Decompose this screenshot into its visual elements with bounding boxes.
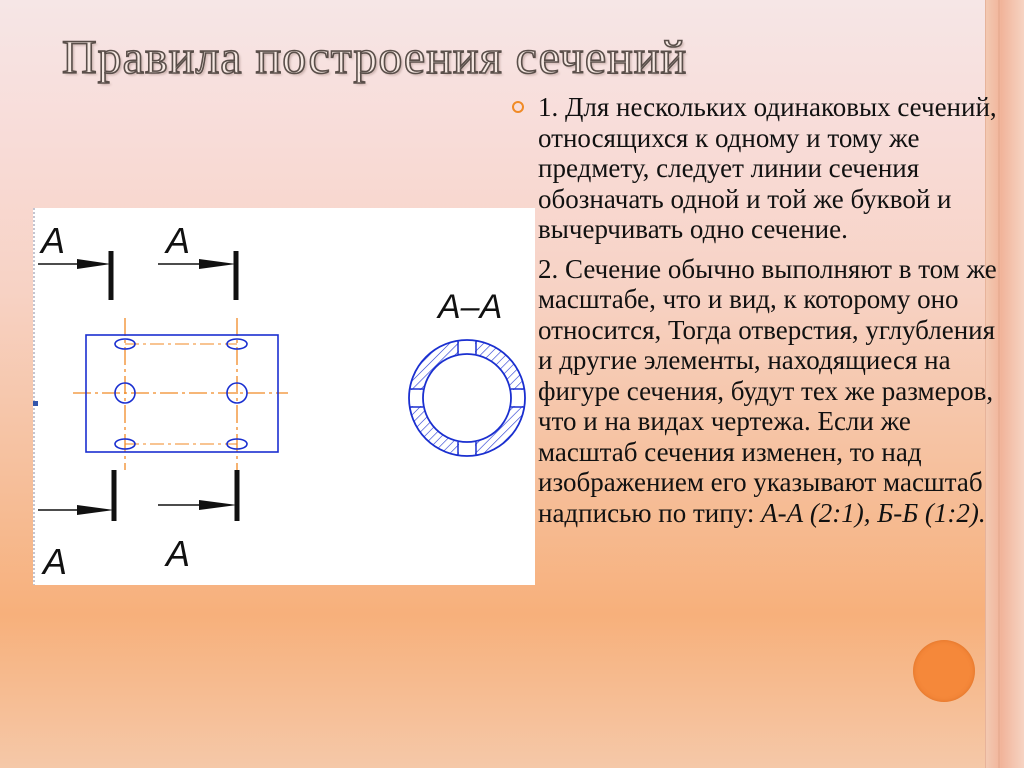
arrow-head-bl <box>77 505 114 515</box>
rule-paragraph-1: 1. Для нескольких одинаковых сечений, относящихся к одному и тому же предмету, следует линии сечения обозначать одной и той же буквой и вычерчивать одно сечение. <box>538 92 997 244</box>
bullet-ring-icon <box>512 101 524 113</box>
section-drawing <box>33 208 535 585</box>
slide-text-body <box>512 92 1002 528</box>
section-label: A–A <box>438 288 503 326</box>
bullet-item <box>512 92 1002 245</box>
decorative-orange-circle <box>913 640 975 702</box>
drawing-svg <box>33 208 535 585</box>
rule-paragraph-2-text: 2. Сечение обычно выполняют в том же масштабе, что и вид, к которому оно относится, Тогда отверстия, углубления и другие элементы, находящиеся на фигуре сечения, будут тех же размеров, что и на видах чертежа. Если же масштаб сечения изменен, то над изображением его указывают масштаб надписью по типу: <box>538 253 997 528</box>
arrow-head-tl <box>77 259 111 269</box>
scale-example-text: А-А (2:1), Б-Б (1:2). <box>761 497 986 528</box>
arrow-head-br <box>199 500 237 510</box>
section-outer-circle <box>409 340 525 456</box>
section-gap-bottom <box>459 442 475 460</box>
slide-title: Правила построения сечений <box>62 31 688 84</box>
marker-bottom-left: A <box>43 541 68 582</box>
arrow-head-tr <box>199 259 236 269</box>
marker-bottom-right: A <box>166 533 191 574</box>
rule-paragraph-2 <box>512 254 1002 529</box>
section-view <box>407 336 527 460</box>
marker-top-right: A <box>166 220 191 261</box>
section-gap-top <box>459 336 475 354</box>
section-inner-circle <box>423 354 511 442</box>
frame-handle <box>33 401 38 406</box>
main-view <box>73 318 288 470</box>
marker-top-left: A <box>41 220 66 261</box>
